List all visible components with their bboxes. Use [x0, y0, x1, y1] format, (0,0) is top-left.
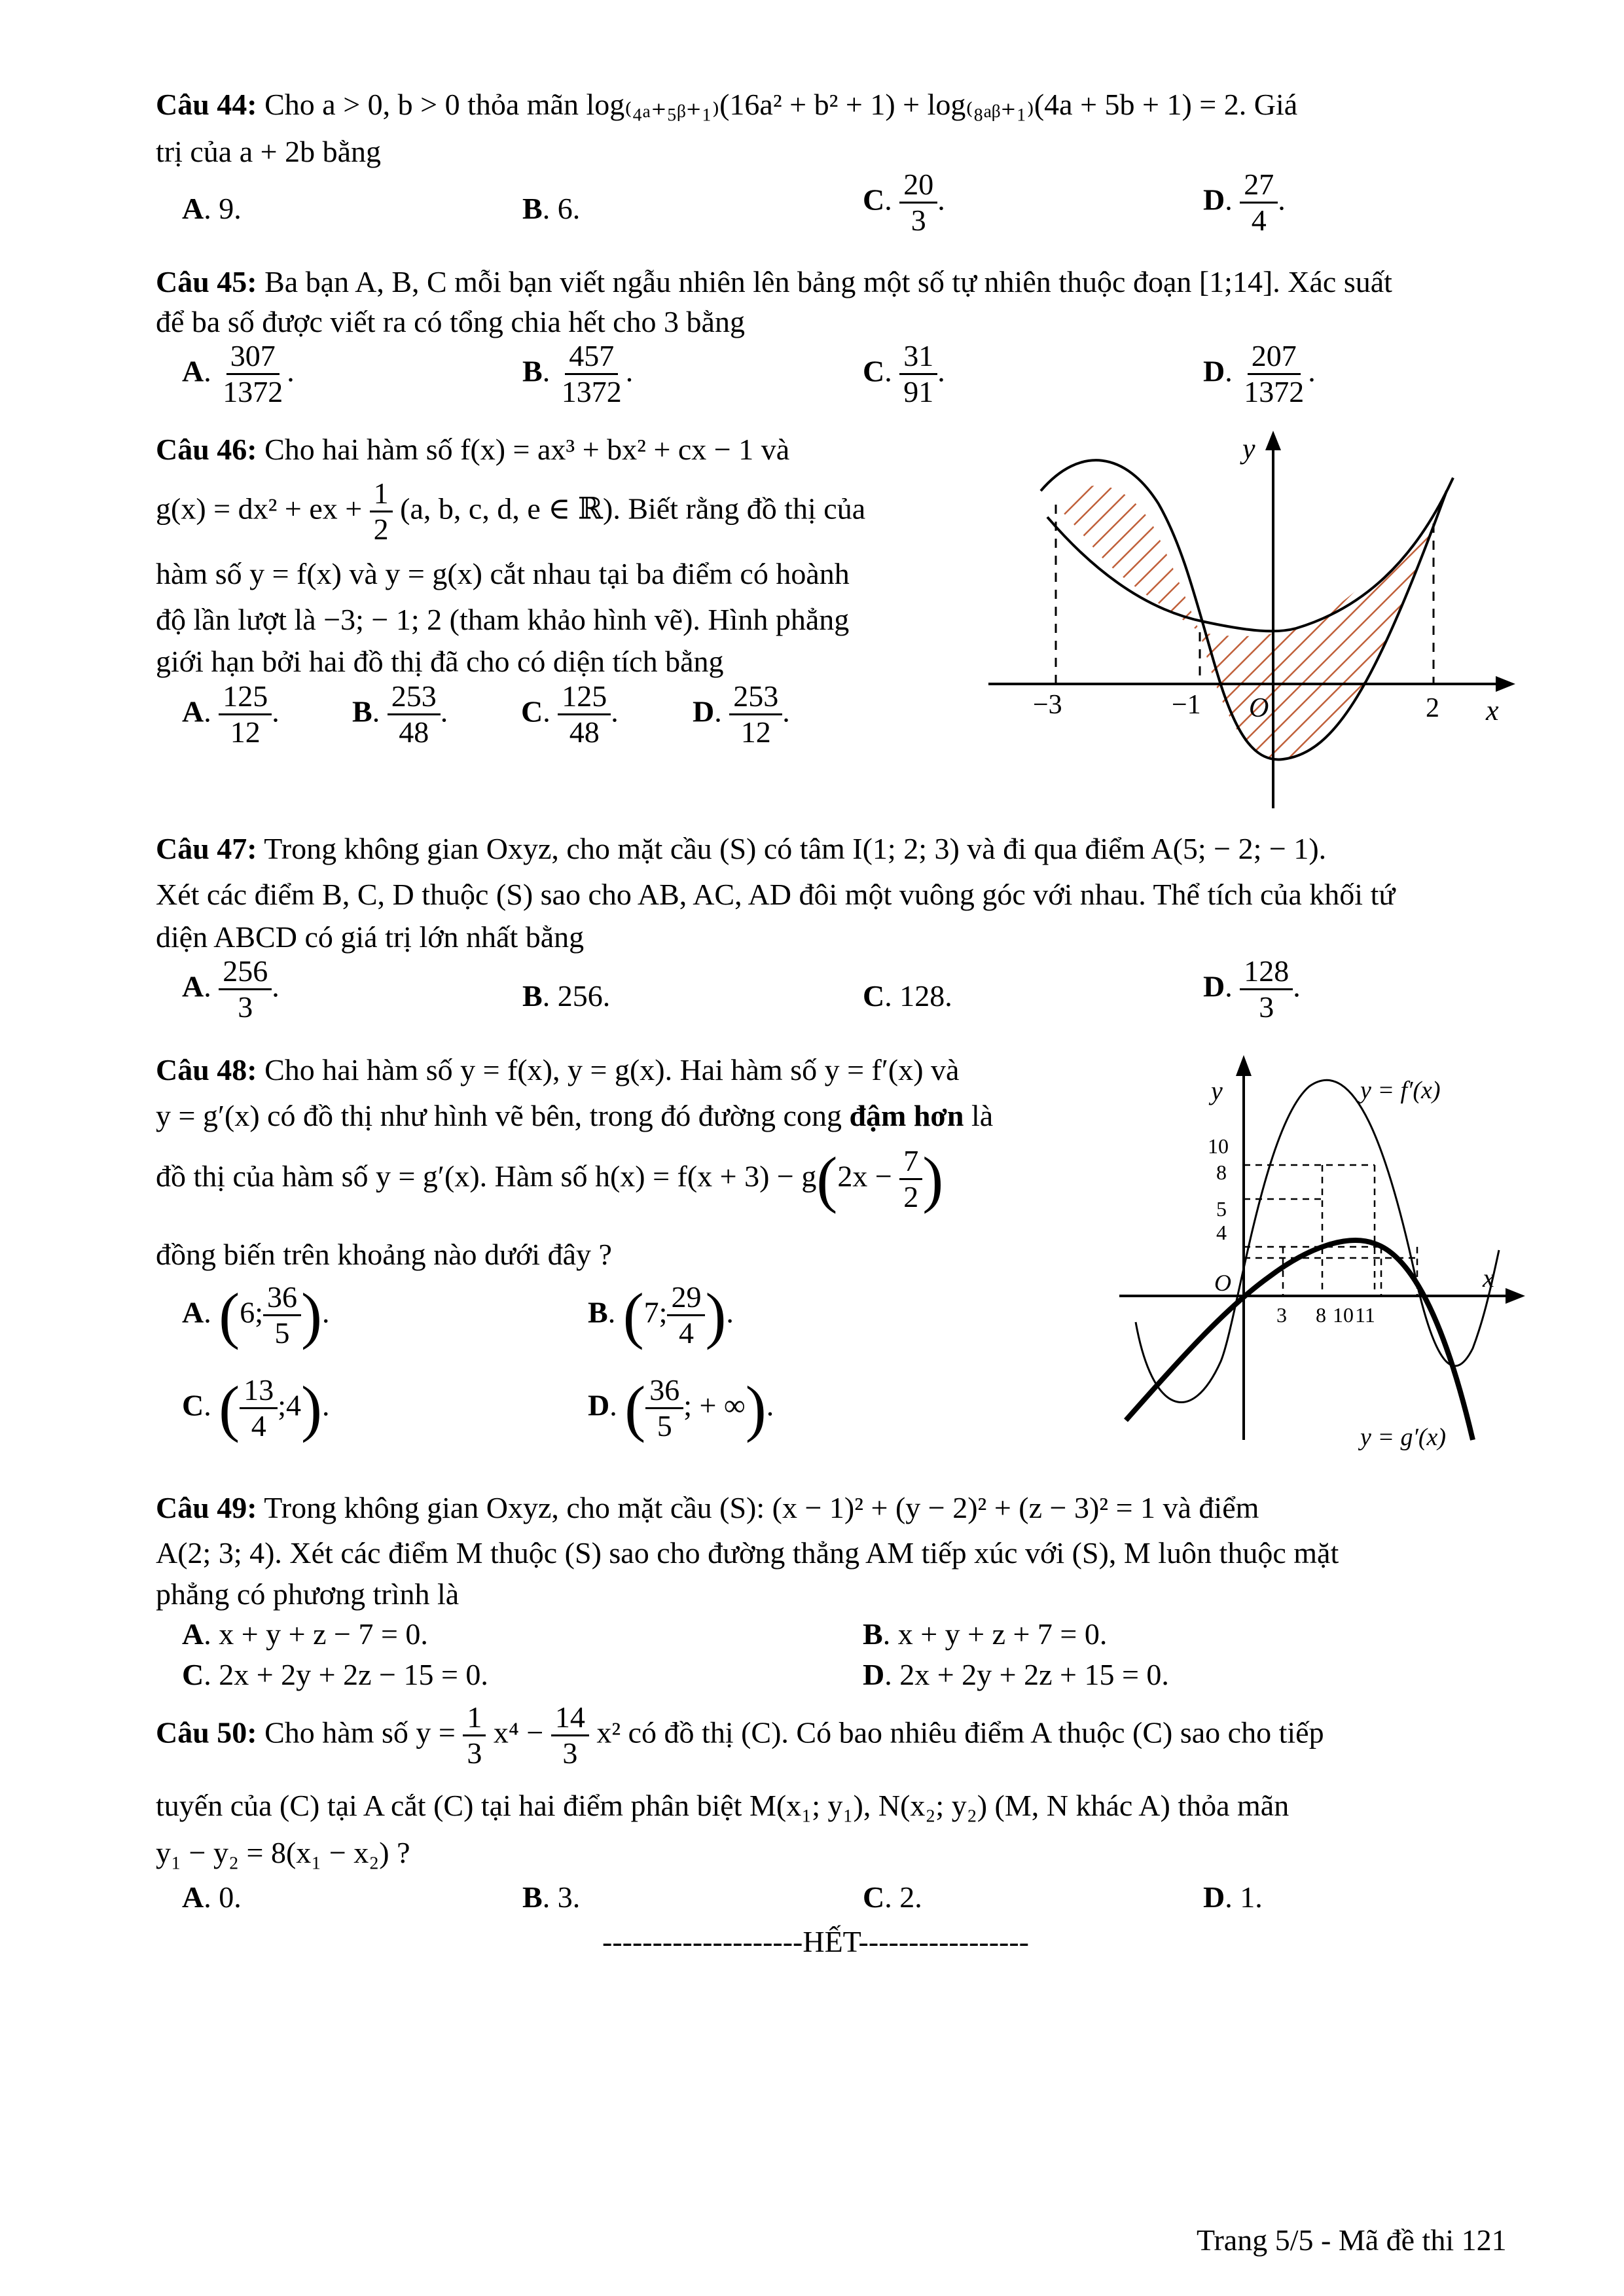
fprime-label: y = f′(x) [1360, 1077, 1441, 1104]
question-label: Câu 46: [156, 433, 257, 466]
end-marker: --------------------HẾT----------------- [602, 1925, 1029, 1958]
question-text: A(2; 3; 4). Xét các điểm M thuộc (S) sao cho đường thẳng AM tiếp xúc với (S), M luôn thuộc mặt [156, 1536, 1339, 1570]
question-text: Cho hai hàm số f(x) = ax³ + bx² + cx − 1 và [264, 433, 790, 466]
tick-label: 8 [1316, 1303, 1326, 1327]
question-46-line: độ lần lượt là −3; − 1; 2 (tham khảo hình vẽ). Hình phẳng [156, 603, 850, 636]
tick-label: −1 [1172, 690, 1201, 720]
question-text: trị của a + 2b bằng [156, 135, 381, 168]
tick-label: 8 [1216, 1160, 1227, 1184]
curve-fprime [1136, 1080, 1499, 1402]
option-a[interactable]: A. 0. [182, 1880, 242, 1914]
tick-label: 2 [1426, 693, 1439, 723]
question-48 [156, 1052, 959, 1087]
question-text: diện ABCD có giá trị lớn nhất bằng [156, 920, 585, 954]
option-d[interactable]: D. 1. [1203, 1880, 1263, 1914]
option-c[interactable]: C. ( $\frac{13}{4}$ ;4). [182, 1372, 330, 1443]
option-c[interactable]: C. $\frac{125}{48}$ . [521, 679, 619, 749]
question-label: Câu 49: [156, 1491, 257, 1524]
question-46 [156, 432, 789, 467]
option-a[interactable]: A. 9. [182, 192, 242, 225]
option-c[interactable]: C. $\frac{20}{3}$ . [863, 168, 945, 238]
axis-label-x: x [1483, 1263, 1494, 1293]
question-text: phẳng có phương trình là [156, 1577, 460, 1611]
curve-gprime [1126, 1240, 1473, 1440]
question-text: để ba số được viết ra có tổng chia hết cho 3 bằng [156, 305, 745, 338]
question-49 [156, 1484, 1511, 1614]
option-c[interactable]: C. $\frac{31}{91}$ . [863, 339, 945, 409]
option-b[interactable]: B. x + y + z + 7 = 0. [863, 1617, 1108, 1651]
question-text: Trong không gian Oxyz, cho mặt cầu (S): (x − 1)² + (y − 2)² + (z − 3)² = 1 và điểm [264, 1491, 1259, 1524]
question-48-line: đồng biến trên khoảng nào dưới đây ? [156, 1238, 612, 1271]
question-label: Câu 45: [156, 265, 257, 298]
option-d[interactable]: D. $\frac{128}{3}$ . [1203, 954, 1301, 1024]
option-c[interactable]: C. 128. [863, 979, 952, 1013]
question-50: Câu 50: Cho hàm số y = $\frac{1}{3}$ x⁴ − $\frac{14}{3}$ x² có đồ thị (C). Có bao nhiêu điểm A thuộc (C) sao cho tiếp [156, 1700, 1324, 1770]
option-d[interactable]: D. ( $\frac{36}{5}$ ; + ∞). [588, 1372, 774, 1443]
tick-label: 4 [1216, 1221, 1227, 1244]
question-48-line: đồ thị của hàm số y = g′(x). Hàm số h(x) = f(x + 3) − g(2x − $\frac{7}{2}$ ) [156, 1143, 944, 1214]
option-a[interactable]: A. $\frac{307}{1372}$ . [182, 339, 295, 409]
question-46-line: g(x) = dx² + ex + $\frac{1}{2}$ (a, b, c, d, e ∈ ℝ). Biết rằng đồ thị của [156, 476, 866, 547]
y-axis-arrow [1265, 431, 1281, 450]
option-a[interactable]: A. x + y + z − 7 = 0. [182, 1617, 428, 1651]
gprime-label: y = g′(x) [1360, 1424, 1446, 1451]
tick-label: 5 [1216, 1197, 1227, 1221]
option-a[interactable]: A. (6; $\frac{36}{5}$ ). [182, 1280, 330, 1350]
x-axis-arrow [1496, 676, 1515, 692]
option-b[interactable]: B. (7; $\frac{29}{4}$ ). [588, 1280, 734, 1350]
question-text: Cho a > 0, b > 0 thỏa mãn log₍₄ₐ₊₅ᵦ₊₁₎(16a² + b² + 1) + log₍₈ₐᵦ₊₁₎(4a + 5b + 1) = 2. Giá [264, 88, 1298, 121]
axis-label-y: y [1211, 1076, 1223, 1105]
fraction: $\frac{1}{2}$ [370, 478, 393, 546]
option-b[interactable]: B. 3. [522, 1880, 581, 1914]
option-c[interactable]: C. 2x + 2y + 2z − 15 = 0. [182, 1658, 488, 1691]
page-footer: Trang 5/5 - Mã đề thi 121 [1197, 2223, 1507, 2257]
x-axis-arrow [1506, 1288, 1525, 1304]
question-45 [156, 262, 1504, 342]
question-label: Câu 47: [156, 832, 257, 865]
tick-label: 10 [1333, 1303, 1354, 1327]
question-text: Cho hai hàm số y = f(x), y = g(x). Hai hàm số y = f′(x) và [264, 1053, 960, 1086]
origin-label: O [1214, 1270, 1231, 1296]
origin-label: O [1249, 693, 1269, 723]
option-d[interactable]: D. $\frac{253}{12}$ . [693, 679, 790, 749]
question-46-line: giới hạn bởi hai đồ thị đã cho có diện tích bằng [156, 645, 724, 678]
axis-label-x: x [1486, 694, 1499, 726]
tick-label: 3 [1276, 1303, 1287, 1327]
tick-label: −3 [1033, 690, 1062, 720]
option-b[interactable]: B. 256. [522, 979, 611, 1013]
fraction: $\frac{20}{3}$ [899, 169, 937, 237]
shaded-region-right [1200, 524, 1434, 760]
question-text: Ba bạn A, B, C mỗi bạn viết ngẫu nhiên lên bảng một số tự nhiên thuộc đoạn [1;14]. Xác suất [264, 265, 1392, 298]
graph-q46 [969, 425, 1532, 818]
option-b[interactable]: B. $\frac{457}{1372}$ . [522, 339, 634, 409]
tick-label: 10 [1208, 1134, 1229, 1158]
fraction: $\frac{27}{4}$ [1240, 169, 1278, 237]
question-label: Câu 44: [156, 88, 257, 121]
question-text: Trong không gian Oxyz, cho mặt cầu (S) có tâm I(1; 2; 3) và đi qua điểm A(5; − 2; − 1). [264, 832, 1327, 865]
shaded-region-left [1056, 486, 1200, 632]
question-47 [156, 826, 1511, 957]
option-c[interactable]: C. 2. [863, 1880, 922, 1914]
tick-label: 11 [1355, 1303, 1375, 1327]
question-48-line: y = g′(x) có đồ thị như hình vẽ bên, trong đó đường cong đậm hơn là [156, 1099, 994, 1132]
option-b[interactable]: B. 6. [522, 192, 581, 225]
axis-label-y: y [1242, 433, 1255, 465]
question-44 [156, 77, 1504, 171]
question-label: Câu 50: [156, 1715, 257, 1749]
question-text: Xét các điểm B, C, D thuộc (S) sao cho AB, AC, AD đôi một vuông góc với nhau. Thể tích của khối tứ [156, 878, 1396, 911]
option-d[interactable]: D. $\frac{207}{1372}$ . [1203, 339, 1316, 409]
option-d[interactable]: D. 2x + 2y + 2z + 15 = 0. [863, 1658, 1169, 1691]
option-a[interactable]: A. $\frac{125}{12}$ . [182, 679, 280, 749]
question-label: Câu 48: [156, 1053, 257, 1086]
question-50-line: tuyến của (C) tại A cắt (C) tại hai điểm phân biệt M(x₁; y₁), N(x₂; y₂) (M, N khác A) thỏa mãn [156, 1789, 1290, 1822]
option-a[interactable]: A. $\frac{256}{3}$ . [182, 954, 280, 1024]
question-46-line: hàm số y = f(x) và y = g(x) cắt nhau tại ba điểm có hoành [156, 557, 850, 590]
question-50-line: y₁ − y₂ = 8(x₁ − x₂) ? [156, 1836, 410, 1869]
y-axis-arrow [1236, 1055, 1252, 1076]
option-b[interactable]: B. $\frac{253}{48}$ . [352, 679, 448, 749]
option-d[interactable]: D. $\frac{27}{4}$ . [1203, 168, 1286, 238]
graph-q48 [1106, 1047, 1532, 1453]
